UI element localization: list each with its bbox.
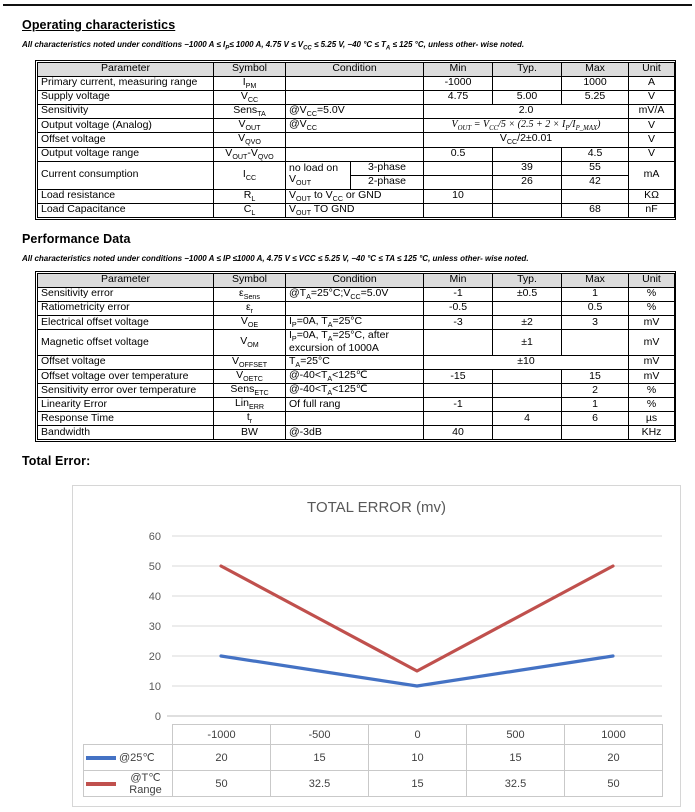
table-cell: Sensitivity error	[38, 287, 214, 301]
table-cell: Sensitivity error over temperature	[38, 383, 214, 397]
column-header: Unit	[629, 62, 675, 76]
table-row	[38, 315, 675, 329]
x-axis-category-label: 1000	[565, 725, 663, 745]
table-row	[38, 301, 675, 315]
table-cell	[562, 189, 629, 203]
column-header: Typ.	[493, 273, 562, 287]
data-table-corner	[84, 725, 173, 745]
table-cell: %	[629, 398, 675, 412]
table-row	[38, 147, 675, 161]
column-header: Symbol	[214, 273, 286, 287]
table-cell: -0.5	[424, 301, 493, 315]
table-cell: $I_{PM}$	[214, 76, 286, 90]
table-cell: mV	[629, 355, 675, 369]
table-cell: 26	[493, 175, 562, 189]
table-cell: $V_{OE}$	[214, 315, 286, 329]
table-row	[38, 203, 675, 217]
legend-entry	[84, 751, 172, 764]
table-cell	[286, 76, 424, 90]
table-cell: 2.0	[424, 104, 629, 118]
operating-table-wrapper	[35, 60, 676, 220]
table-cell: mV	[629, 369, 675, 383]
table-cell: $I_{CC}$	[214, 161, 286, 189]
legend-cell	[84, 771, 173, 797]
table-row	[38, 355, 675, 369]
table-cell: Output voltage (Analog)	[38, 118, 214, 133]
table-cell: Ratiometricity error	[38, 301, 214, 315]
table-cell: 5.00	[493, 90, 562, 104]
table-cell: no load on $V_{OUT}$	[286, 161, 351, 189]
table-cell: mV	[629, 315, 675, 329]
data-table-value: 32.5	[271, 771, 369, 797]
table-cell: 15	[562, 369, 629, 383]
table-cell: 40	[424, 426, 493, 440]
data-table-value: 10	[369, 745, 467, 771]
table-cell: $\varepsilon_{Sens}$	[214, 287, 286, 301]
legend-line-swatch	[86, 782, 116, 786]
y-axis-tick-label: 30	[148, 621, 161, 634]
table-cell: V	[629, 133, 675, 147]
table-cell: BW	[214, 426, 286, 440]
table-cell: A	[629, 76, 675, 90]
table-cell	[286, 90, 424, 104]
table-cell: 6	[562, 412, 629, 426]
table-cell: Linearity Error	[38, 398, 214, 412]
performance-data-table	[37, 273, 675, 440]
legend-cell	[84, 745, 173, 771]
table-cell: 55	[562, 161, 629, 175]
table-cell	[493, 301, 562, 315]
section-title-operating: Operating characteristics	[22, 18, 176, 32]
table-cell: $C_L$	[214, 203, 286, 217]
data-table-value: 15	[467, 745, 565, 771]
y-axis-tick-label: 10	[148, 681, 161, 694]
table-cell	[562, 329, 629, 355]
table-cell: $V_{OUT}$ to $V_{CC}$ or GND	[286, 189, 424, 203]
table-cell: Load resistance	[38, 189, 214, 203]
table-cell: 4	[493, 412, 562, 426]
performance-table-wrapper	[35, 271, 676, 442]
table-cell: Offset voltage	[38, 355, 214, 369]
chart-title: TOTAL ERROR (mv)	[307, 499, 446, 517]
table-cell: $@V_{CC}=5.0V$	[286, 104, 424, 118]
column-header: Condition	[286, 62, 424, 76]
legend-line-swatch	[86, 756, 116, 760]
table-cell: ±10	[424, 355, 629, 369]
page-top-rule	[3, 4, 692, 6]
table-cell	[286, 301, 424, 315]
column-header: Symbol	[214, 62, 286, 76]
y-axis-tick-label: 20	[148, 651, 161, 664]
table-cell: µs	[629, 412, 675, 426]
table-cell: %	[629, 301, 675, 315]
table-cell: Bandwidth	[38, 426, 214, 440]
data-table-value: 15	[271, 745, 369, 771]
table-cell: -1	[424, 398, 493, 412]
table-row	[38, 90, 675, 104]
table-cell: ±0.5	[493, 287, 562, 301]
table-cell: %	[629, 287, 675, 301]
table-cell	[562, 426, 629, 440]
y-axis-tick-label: 0	[154, 711, 161, 724]
table-cell: 2	[562, 383, 629, 397]
section-title-total-error: Total Error:	[22, 454, 91, 469]
table-cell: $I_P=0A$, $T_A=25^\circ C$	[286, 315, 424, 329]
table-cell: Response Time	[38, 412, 214, 426]
legend-entry	[84, 771, 172, 796]
table-cell	[424, 412, 493, 426]
table-cell	[493, 76, 562, 90]
table-cell: Magnetic offset voltage	[38, 329, 214, 355]
table-cell: Lin$_{ERR}$	[214, 398, 286, 412]
table-cell	[493, 147, 562, 161]
table-cell: $@T_A=25^\circ C;V_{CC}=5.0V$	[286, 287, 424, 301]
table-cell	[493, 189, 562, 203]
table-cell	[493, 369, 562, 383]
table-cell: $V_{CC}$	[214, 90, 286, 104]
table-cell: -15	[424, 369, 493, 383]
table-header-row	[38, 62, 675, 76]
x-axis-category-label: -500	[271, 725, 369, 745]
table-cell: Sens$_{TA}$	[214, 104, 286, 118]
x-axis-category-label: 500	[467, 725, 565, 745]
x-axis-category-label: 0	[369, 725, 467, 745]
table-cell: $R_L$	[214, 189, 286, 203]
data-table-value: 50	[173, 771, 271, 797]
table-cell: V	[629, 147, 675, 161]
column-header: Min	[424, 62, 493, 76]
column-header: Max	[562, 62, 629, 76]
data-table-value: 50	[565, 771, 663, 797]
data-table-value: 20	[565, 745, 663, 771]
table-cell: 5.25	[562, 90, 629, 104]
table-cell: 39	[493, 161, 562, 175]
table-cell: 3-phase	[351, 161, 424, 175]
table-row	[38, 133, 675, 147]
series-line-1	[221, 566, 613, 671]
data-table-series-row	[84, 745, 663, 771]
table-cell: ±1	[493, 329, 562, 355]
table-row	[38, 426, 675, 440]
table-cell: $V_{OFFSET}$	[214, 355, 286, 369]
category-header-row	[84, 725, 663, 745]
table-cell: 2-phase	[351, 175, 424, 189]
table-cell: Sens$_{ETC}$	[214, 383, 286, 397]
table-cell	[493, 383, 562, 397]
table-row	[38, 161, 675, 175]
table-cell: 4.75	[424, 90, 493, 104]
table-cell	[493, 398, 562, 412]
table-cell: 3	[562, 315, 629, 329]
section-title-performance: Performance Data	[22, 231, 131, 246]
table-row	[38, 118, 675, 133]
column-header: Parameter	[38, 62, 214, 76]
table-cell: Current consumption	[38, 161, 214, 189]
table-cell: Supply voltage	[38, 90, 214, 104]
legend-series-name: @25℃	[119, 752, 155, 765]
table-cell: @-3dB	[286, 426, 424, 440]
y-axis-tick-label: 50	[148, 561, 161, 574]
table-cell: $V_{OUT}-V_{QVO}$	[214, 147, 286, 161]
table-cell: $@V_{CC}$	[286, 118, 424, 133]
table-cell: 10	[424, 189, 493, 203]
table-cell: 4.5	[562, 147, 629, 161]
table-cell: $V_{QVO}$	[214, 133, 286, 147]
data-table-value: 15	[369, 771, 467, 797]
table-row	[38, 329, 675, 355]
table-cell: Primary current, measuring range	[38, 76, 214, 90]
table-cell: 68	[562, 203, 629, 217]
table-row	[38, 383, 675, 397]
operating-condition-note: All characteristics noted under conditions −1000 $A \le I_P\le 1000$ A, 4.75 $V \le V_{CC} \le 5.25$ V, −40 $^\circ C \le T_A \le 125$ °C, unless other- wise noted.	[22, 40, 525, 52]
table-cell: Load Capacitance	[38, 203, 214, 217]
y-axis-tick-label: 60	[148, 531, 161, 544]
table-cell: mA	[629, 161, 675, 189]
table-cell: $V_{OM}$	[214, 329, 286, 355]
table-cell	[286, 147, 424, 161]
table-cell: %	[629, 383, 675, 397]
table-cell: nF	[629, 203, 675, 217]
column-header: Condition	[286, 273, 424, 287]
y-axis-tick-label: 40	[148, 591, 161, 604]
table-cell: -3	[424, 315, 493, 329]
data-table-value: 20	[173, 745, 271, 771]
table-cell	[424, 203, 493, 217]
legend-series-name: @T℃ Range	[129, 772, 162, 797]
data-table-series-row	[84, 771, 663, 797]
table-row	[38, 189, 675, 203]
table-row	[38, 369, 675, 383]
table-cell: KΩ	[629, 189, 675, 203]
column-header: Typ.	[493, 62, 562, 76]
table-cell	[286, 412, 424, 426]
table-cell: mV	[629, 329, 675, 355]
table-cell	[424, 175, 493, 189]
table-cell: $@-40<T_A<125℃$	[286, 383, 424, 397]
table-cell	[493, 426, 562, 440]
table-cell: $V_{OUT} = V_{CC}/5 \times (2.5 + 2 \times I_P/I_{P\_MAX})$	[424, 118, 629, 133]
operating-characteristics-table	[37, 62, 675, 218]
column-header: Unit	[629, 273, 675, 287]
x-axis-category-label: -1000	[173, 725, 271, 745]
data-table-value: 32.5	[467, 771, 565, 797]
table-cell: mV/A	[629, 104, 675, 118]
table-cell	[286, 133, 424, 147]
table-cell: $V_{OUT}$ TO GND	[286, 203, 424, 217]
table-cell: V	[629, 90, 675, 104]
table-cell	[424, 161, 493, 175]
table-cell	[424, 329, 493, 355]
performance-condition-note: All characteristics noted under conditions −1000 A ≤ IP ≤1000 A, 4.75 V ≤ VCC ≤ 5.25 V, −40 °C ≤ TA ≤ 125 °C, unless other- wise noted.	[22, 253, 529, 263]
column-header: Min	[424, 273, 493, 287]
table-cell: -1	[424, 287, 493, 301]
table-cell: Output voltage range	[38, 147, 214, 161]
table-cell: Offset voltage over temperature	[38, 369, 214, 383]
table-cell: -1000	[424, 76, 493, 90]
table-cell: 0.5	[562, 301, 629, 315]
table-cell: $V_{OUT}$	[214, 118, 286, 133]
table-cell: $I_P=0A$, $T_A=25^\circ C$, after excursion of 1000A	[286, 329, 424, 355]
table-cell: $@-40<T_A<125℃$	[286, 369, 424, 383]
table-row	[38, 76, 675, 90]
total-error-chart	[72, 485, 681, 807]
chart-plot-area	[83, 524, 678, 724]
table-row	[38, 104, 675, 118]
table-cell: Offset voltage	[38, 133, 214, 147]
table-header-row	[38, 273, 675, 287]
table-cell: Sensitivity	[38, 104, 214, 118]
table-cell: 0.5	[424, 147, 493, 161]
column-header: Max	[562, 273, 629, 287]
table-cell: KHz	[629, 426, 675, 440]
column-header: Parameter	[38, 273, 214, 287]
table-cell: $t_r$	[214, 412, 286, 426]
table-cell: Of full rang	[286, 398, 424, 412]
table-row	[38, 287, 675, 301]
table-cell: $V_{OETC}$	[214, 369, 286, 383]
table-cell: 1000	[562, 76, 629, 90]
table-cell: 42	[562, 175, 629, 189]
chart-data-table	[83, 724, 663, 797]
table-cell: $\varepsilon_r$	[214, 301, 286, 315]
table-cell: V	[629, 118, 675, 133]
table-cell: Electrical offset voltage	[38, 315, 214, 329]
table-row	[38, 398, 675, 412]
table-row	[38, 412, 675, 426]
table-cell: ±2	[493, 315, 562, 329]
table-cell: 1	[562, 287, 629, 301]
table-cell	[424, 383, 493, 397]
table-cell: $V_{CC}/2\pm 0.01$	[424, 133, 629, 147]
table-cell: $T_A=25^\circ C$	[286, 355, 424, 369]
table-cell	[493, 203, 562, 217]
table-cell: 1	[562, 398, 629, 412]
